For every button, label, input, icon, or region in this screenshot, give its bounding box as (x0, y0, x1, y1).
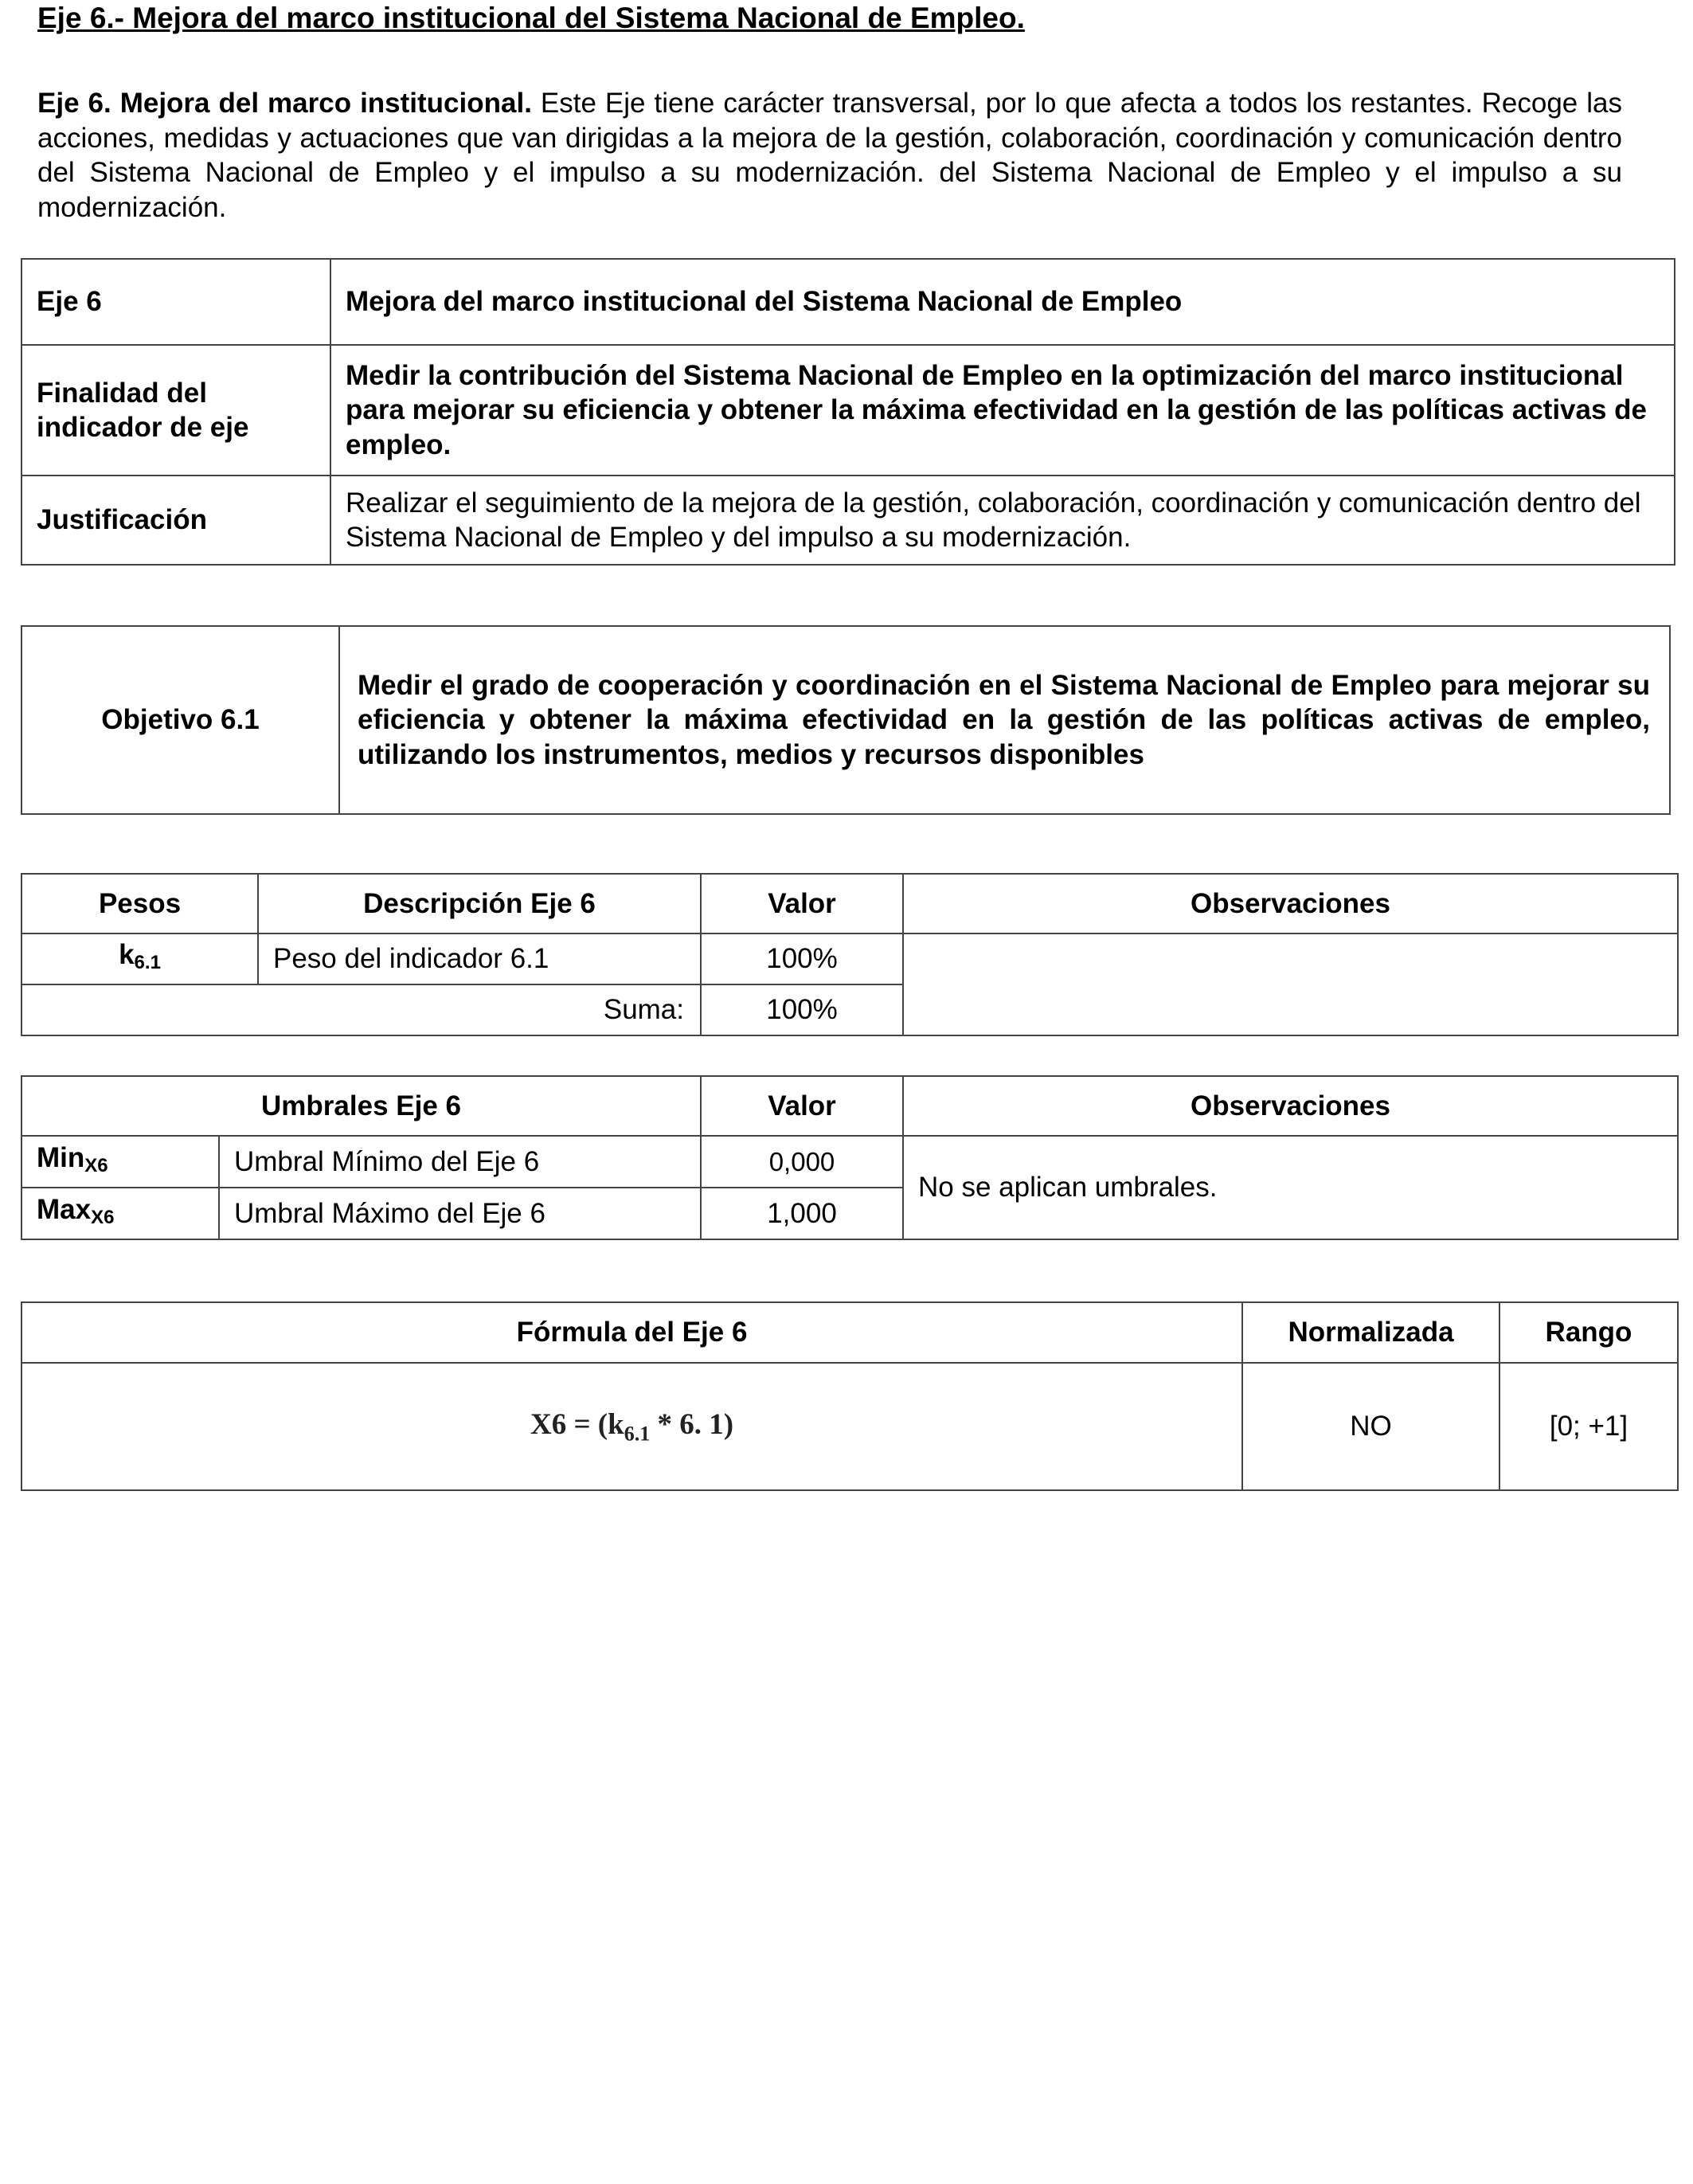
finalidad-value: Medir la contribución del Sistema Nacional de Empleo en la optimización del marco institucional para mejorar su eficiencia y obtener la máxima efectividad en la gestión de las políticas activas de empleo. (330, 345, 1675, 476)
umbral-min-key-main: Min (37, 1141, 85, 1173)
umbrales-header-observaciones: Observaciones (903, 1076, 1678, 1136)
eje-table (21, 258, 1675, 566)
justificacion-label: Justificación (22, 476, 330, 565)
pesos-value: 100% (701, 933, 903, 984)
umbral-min-description: Umbral Mínimo del Eje 6 (219, 1136, 701, 1188)
umbrales-observaciones: No se aplican umbrales. (903, 1136, 1678, 1239)
pesos-key-main: k (119, 939, 135, 970)
eje-value: Mejora del marco institucional del Sistema Nacional de Empleo (330, 259, 1675, 345)
intro-paragraph (37, 86, 1622, 225)
objetivo-value: Medir el grado de cooperación y coordinación en el Sistema Nacional de Empleo para mejorar su eficiencia y obtener la máxima efectividad en la gestión de las políticas activas de empleo, utilizando los instrumentos, medios y recursos disponibles (339, 626, 1670, 814)
pesos-header-descripcion: Descripción Eje 6 (258, 874, 701, 933)
umbral-max-description: Umbral Máximo del Eje 6 (219, 1188, 701, 1239)
formula-expression (530, 1407, 734, 1446)
pesos-sum-value: 100% (701, 984, 903, 1035)
eje-row (22, 259, 1675, 345)
intro-text: Este Eje tiene carácter transversal, por lo que afecta a todos los restantes. Recoge las acciones, medidas y actuaciones que van dirigidas a la mejora de la gestión, colaboración, coordinación y comunicación dentro del Sistema Nacional de Empleo y el impulso a su modernización. del Sistema Nacional de Empleo y el impulso a su modernización. (37, 88, 1622, 223)
umbrales-header-row (22, 1076, 1678, 1136)
umbral-max-key-main: Max (37, 1193, 92, 1225)
pesos-header-row (22, 874, 1678, 933)
justificacion-value: Realizar el seguimiento de la mejora de la gestión, colaboración, coordinación y comunicación dentro del Sistema Nacional de Empleo y del impulso a su modernización. (330, 476, 1675, 565)
umbrales-header-umbrales: Umbrales Eje 6 (22, 1076, 701, 1136)
formula-row (22, 1363, 1678, 1490)
pesos-row (22, 933, 1678, 984)
pesos-header-valor: Valor (701, 874, 903, 933)
objetivo-table (21, 625, 1671, 815)
pesos-header-pesos: Pesos (22, 874, 258, 933)
formula-normalizada: NO (1242, 1363, 1499, 1490)
objetivo-label: Objetivo 6.1 (22, 626, 339, 814)
umbral-min-value: 0,000 (701, 1136, 903, 1188)
formula-header-rango: Rango (1499, 1302, 1678, 1363)
formula-rango: [0; +1] (1499, 1363, 1678, 1490)
formula-rhs: * 6. 1) (650, 1407, 734, 1441)
objetivo-row (22, 626, 1670, 814)
umbrales-header-valor: Valor (701, 1076, 903, 1136)
umbral-max-value: 1,000 (701, 1188, 903, 1239)
pesos-description: Peso del indicador 6.1 (258, 933, 701, 984)
pesos-table (21, 873, 1679, 1036)
pesos-observaciones (903, 933, 1678, 1035)
umbrales-table (21, 1075, 1679, 1240)
eje-label: Eje 6 (22, 259, 330, 345)
page-heading: Eje 6.- Mejora del marco institucional del Sistema Nacional de Empleo. (37, 2, 1025, 34)
formula-cell (22, 1363, 1242, 1490)
intro-bold-lead: Eje 6. Mejora del marco institucional. (37, 88, 532, 119)
finalidad-label: Finalidad del indicador de eje (22, 345, 330, 476)
formula-header-formula: Fórmula del Eje 6 (22, 1302, 1242, 1363)
pesos-header-observaciones: Observaciones (903, 874, 1678, 933)
formula-header-row (22, 1302, 1678, 1363)
umbral-min-key (22, 1136, 219, 1188)
formula-sub: 6.1 (624, 1422, 651, 1446)
umbral-max-key-sub: X6 (91, 1206, 115, 1228)
pesos-key-sub: 6.1 (134, 952, 161, 973)
formula-header-normalizada: Normalizada (1242, 1302, 1499, 1363)
umbral-min-row (22, 1136, 1678, 1188)
justificacion-row (22, 476, 1675, 565)
umbral-min-key-sub: X6 (84, 1154, 108, 1176)
formula-table (21, 1301, 1679, 1491)
umbral-max-key (22, 1188, 219, 1239)
pesos-sum-label: Suma: (22, 984, 701, 1035)
formula-lhs: X6 = (k (530, 1407, 624, 1441)
pesos-key (22, 933, 258, 984)
finalidad-row (22, 345, 1675, 476)
